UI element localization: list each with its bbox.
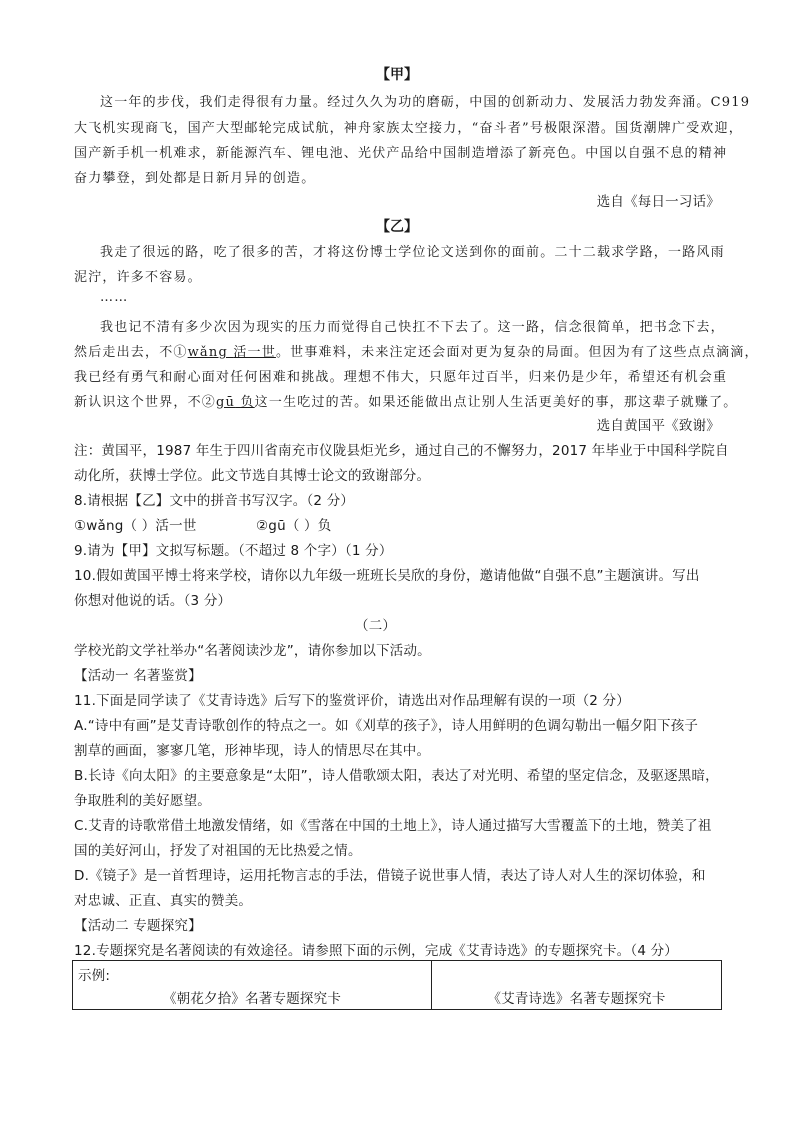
- pinyin-wang: wǎng: [187, 345, 228, 360]
- question-10-line-1: 10.假如黄国平博士将来学校，请你以九年级一班班长吴欣的身份，邀请他做“自强不息”主题演讲。写出: [74, 568, 700, 584]
- passage-jia-line-1: 这一年的步伐，我们走得很有力量。经过久久为功的磨砺，中国的创新动力、发展活力勃发奔涌。C919: [100, 95, 751, 110]
- underlined-fu: 负: [240, 395, 255, 410]
- question-8-blank-b: ②gū（ ）负: [256, 518, 332, 534]
- activity-1-heading: 【活动一 名著鉴赏】: [74, 668, 202, 684]
- passage-yi-line-5: [74, 341, 759, 360]
- option-a-line-1: A.“诗中有画”是艾青诗歌创作的特点之一。如《刈草的孩子》，诗人用鲜明的色调勾勒出一幅夕阳下孩子: [74, 718, 699, 734]
- note-line-2: 动化所，获博士学位。此文节选自其博士论文的致谢部分。: [74, 468, 431, 484]
- question-10-line-2: 你想对他说的话。（3 分）: [74, 593, 232, 609]
- passage-jia-heading: 【甲】: [376, 67, 418, 83]
- option-a-line-2: 割草的画面，寥寥几笔，形神毕现，诗人的情思尽在其中。: [74, 743, 431, 759]
- passage-jia-line-3: 国产新手机一机难求，新能源汽车、锂电池、光伏产品给中国制造增添了新亮色。中国以自强不息的精神: [74, 146, 728, 161]
- table-right-title: 《艾青诗选》名著专题探究卡: [487, 991, 666, 1007]
- line7-after: 这一生吃过的苦。如果还能做出点让别人生活更美好的事，那这辈子就赚了。: [254, 395, 738, 410]
- note-line-1: 注：黄国平，1987 年生于四川省南充市仪陇县炬光乡，通过自己的不懈努力，2017 年毕业于中国科学院自: [74, 443, 729, 459]
- option-b-line-2: 争取胜利的美好愿望。: [74, 793, 211, 809]
- passage-yi-line-7: [74, 391, 737, 410]
- passage-yi-ellipsis: ……: [100, 290, 129, 305]
- line7-before: 新认识这个世界，不②: [74, 395, 217, 410]
- option-d-line-2: 对忠诚、正直、真实的赞美。: [74, 893, 253, 909]
- option-d-line-1: D.《镜子》是一首哲理诗，运用托物言志的手法，借镜子说世事人情，表达了诗人对人生的深切体验，和: [74, 868, 706, 884]
- section-2-heading: （二）: [355, 618, 397, 634]
- activity-2-heading: 【活动二 专题探究】: [74, 918, 202, 934]
- line5-before: 然后走出去，不①: [74, 345, 188, 360]
- passage-yi-source: 选自黄国平《致谢》: [596, 418, 720, 434]
- question-8: 8.请根据【乙】文中的拼音书写汉字。（2 分）: [74, 493, 355, 509]
- passage-yi-heading: 【乙】: [376, 219, 418, 235]
- passage-yi-line-4: 我也记不清有多少次因为现实的压力而觉得自己快扛不下去了。这一路，信念很简单，把书念下去，: [100, 320, 725, 335]
- passage-yi-line-2: 泥泞，许多不容易。: [74, 270, 202, 285]
- section-2-intro: 学校光韵文学社举办“名著阅读沙龙”，请你参加以下活动。: [74, 643, 431, 659]
- passage-yi-line-1: 我走了很远的路，吃了很多的苦，才将这份博士学位论文送到你的面前。二十二载求学路，一路风雨: [100, 245, 725, 260]
- table-example-label: 示例:: [78, 968, 111, 984]
- question-9: 9.请为【甲】文拟写标题。（不超过 8 个字）（1 分）: [74, 543, 393, 559]
- table-left-title: 《朝花夕拾》名著专题探究卡: [162, 991, 342, 1007]
- pinyin-gu: gū: [216, 395, 236, 410]
- underlined-huo-yi-shi: 活一世: [233, 345, 276, 360]
- question-11: 11.下面是同学读了《艾青诗选》后写下的鉴赏评价，请选出对作品理解有误的一项（2 分）: [74, 693, 630, 709]
- passage-jia-source: 选自《每日一习话》: [596, 194, 720, 210]
- passage-yi-line-6: 我已经有勇气和耐心面对任何困难和挑战。理想不伟大，只愿年过百半，归来仍是少年，希望还有机会重: [74, 370, 728, 385]
- question-12: 12.专题探究是名著阅读的有效途径。请参照下面的示例，完成《艾青诗选》的专题探究卡。（4 分）: [74, 943, 678, 959]
- line5-after: 。世事难料，未来注定还会面对更为复杂的局面。但因为有了这些点点滴滴，: [275, 345, 759, 360]
- passage-jia-line-4: 奋力攀登，到处都是日新月异的创造。: [74, 171, 316, 186]
- option-c-line-1: C.艾青的诗歌常借土地激发情绪，如《雪落在中国的土地上》，诗人通过描写大雪覆盖下的土地，赞美了祖: [74, 818, 712, 834]
- option-c-line-2: 国的美好河山，抒发了对祖国的无比热爱之情。: [74, 843, 362, 859]
- option-b-line-1: B.长诗《向太阳》的主要意象是“太阳”，诗人借歌颂太阳，表达了对光明、希望的坚定信念，及驱逐黑暗，: [74, 768, 719, 784]
- passage-jia-line-2: 大飞机实现商飞，国产大型邮轮完成试航，神舟家族太空接力，“奋斗者”号极限深潜。国货潮牌广受欢迎，: [74, 121, 743, 136]
- question-8-blank-a: ①wǎng（ ）活一世: [74, 518, 197, 534]
